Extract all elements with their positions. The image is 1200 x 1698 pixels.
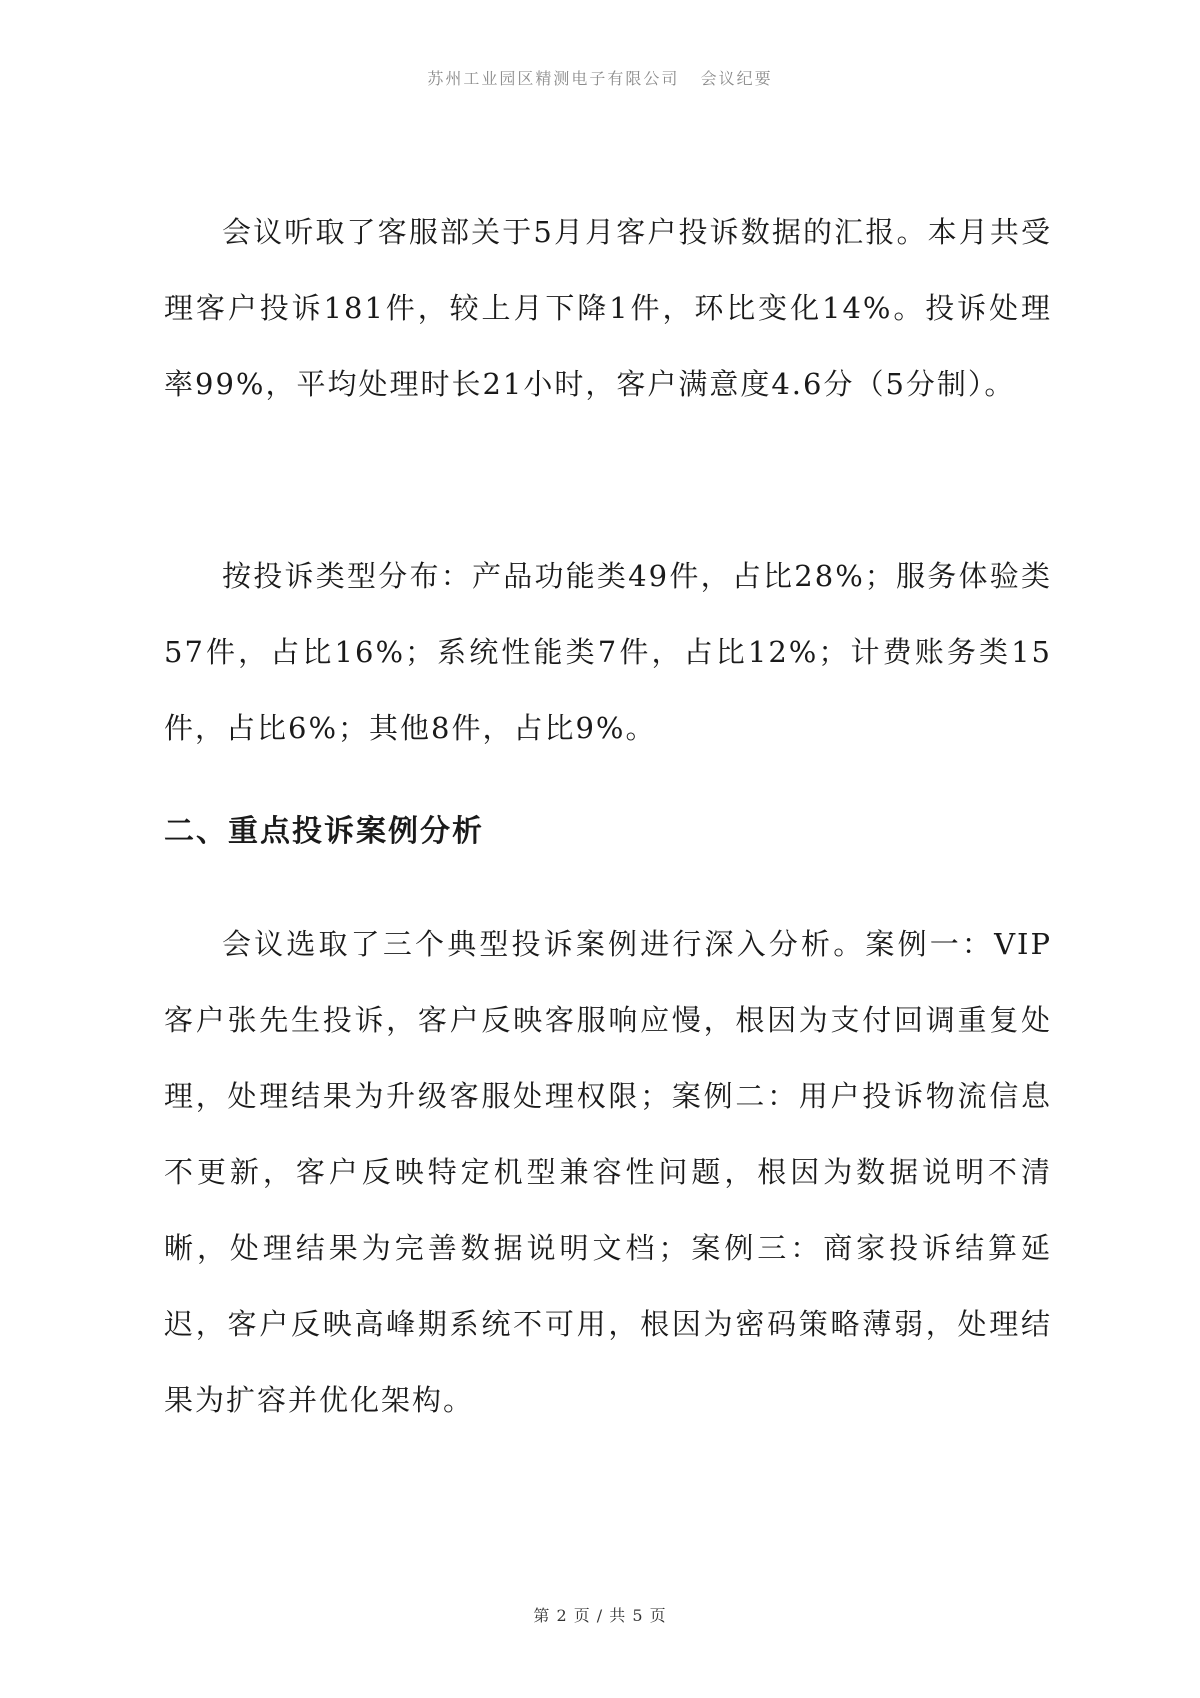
section-heading-key-cases: 二、重点投诉案例分析: [164, 814, 484, 849]
paragraph-complaint-types: 按投诉类型分布：产品功能类49件，占比28%；服务体验类57件，占比16%；系统性能类7件，占比12%；计费账务类15件，占比6%；其他8件，占比9%。: [164, 559, 1052, 745]
page-header: 苏州工业园区精测电子有限公司 会议纪要: [427, 69, 773, 88]
page-number-footer: 第 2 页 / 共 5 页: [533, 1606, 667, 1625]
paragraph-complaint-summary: 会议听取了客服部关于5月月客户投诉数据的汇报。本月共受理客户投诉181件，较上月下降1件，环比变化14%。投诉处理率99%，平均处理时长21小时，客户满意度4.6分（5分制）。: [164, 215, 1052, 401]
paragraph-case-analysis: 会议选取了三个典型投诉案例进行深入分析。案例一：VIP客户张先生投诉，客户反映客服响应慢，根因为支付回调重复处理，处理结果为升级客服处理权限；案例二：用户投诉物流信息不更新，客户反映特定机型兼容性问题，根因为数据说明不清晰，处理结果为完善数据说明文档；案例三：商家投诉结算延迟，客户反映高峰期系统不可用，根因为密码策略薄弱，处理结果为扩容并优化架构。: [164, 927, 1052, 1417]
